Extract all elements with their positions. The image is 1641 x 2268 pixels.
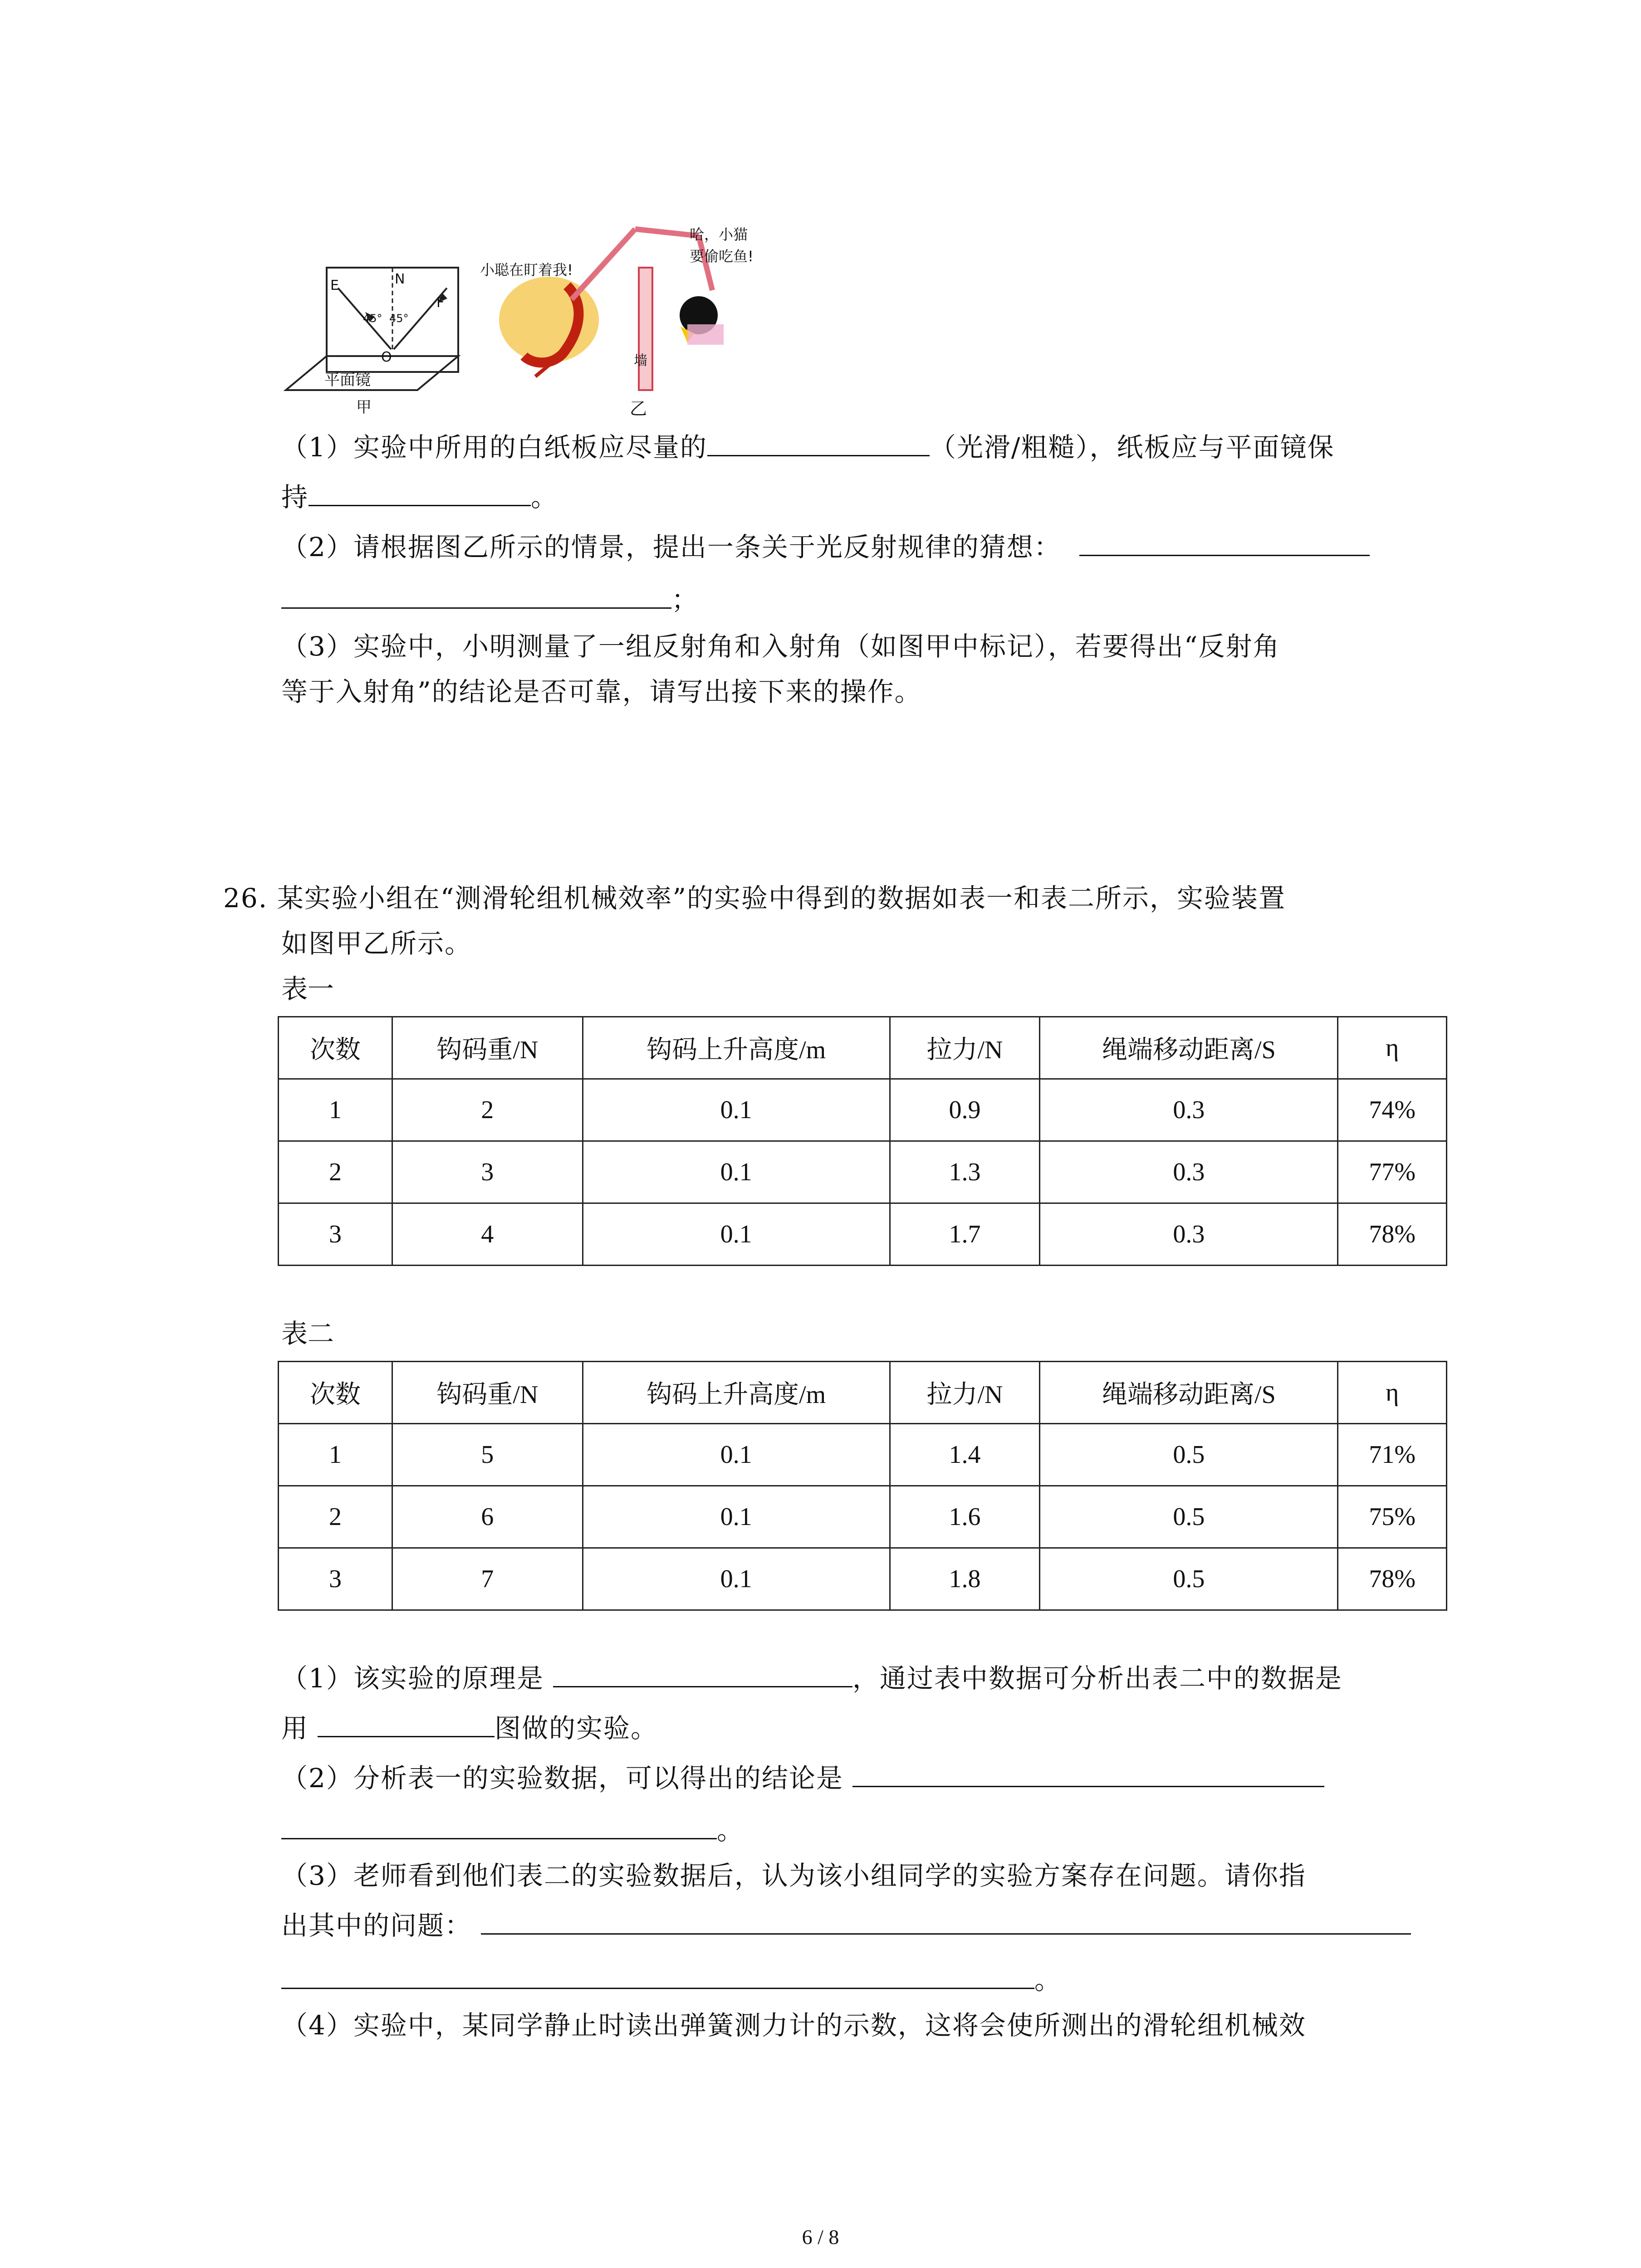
- q26-p1-text-c: 用: [281, 1713, 309, 1744]
- q25-part3-line1: （3）实验中，小明测量了一组反射角和入射角（如图甲中标记），若要得出“反射角: [281, 631, 1280, 662]
- q25-part2-line2: [281, 582, 699, 618]
- cell: 1.6: [890, 1486, 1040, 1548]
- q25-p1-text-b: （光滑/粗糙），纸板应与平面镜保: [929, 432, 1335, 463]
- cell: 74%: [1338, 1079, 1447, 1141]
- label-f: F: [436, 295, 445, 311]
- header-count: 次数: [279, 1362, 392, 1424]
- q26-p1-blank-1[interactable]: [553, 1661, 852, 1687]
- q25-p1-blank-1[interactable]: [707, 430, 930, 456]
- cell: 0.5: [1040, 1486, 1338, 1548]
- label-n: N: [395, 271, 405, 287]
- q26-part2-line2: [281, 1812, 744, 1848]
- cell: 0.1: [583, 1203, 890, 1266]
- figure-yi-caption: 乙: [630, 399, 647, 419]
- header-efficiency: η: [1338, 1017, 1447, 1079]
- cell: 78%: [1338, 1548, 1447, 1610]
- cell: 1.8: [890, 1548, 1040, 1610]
- header-count: 次数: [279, 1017, 392, 1079]
- table-1: [278, 1016, 1447, 1266]
- q26-p3-blank-2[interactable]: [281, 1962, 1034, 1989]
- speech-right-2: 要偷吃鱼!: [690, 248, 754, 265]
- q26-p1-blank-2[interactable]: [318, 1711, 495, 1737]
- table-2: [278, 1361, 1447, 1611]
- cell: 71%: [1338, 1424, 1447, 1486]
- cell: 5: [392, 1424, 583, 1486]
- header-efficiency: η: [1338, 1362, 1447, 1424]
- q26-intro-line2: 如图甲乙所示。: [281, 928, 472, 959]
- q26-part1-line1: [281, 1660, 1342, 1696]
- q26-p2-blank-1[interactable]: [852, 1760, 1324, 1787]
- cell: 2: [279, 1141, 392, 1203]
- cell: 7: [392, 1548, 583, 1610]
- q26-p1-text-a: （1）该实验的原理是: [281, 1663, 544, 1694]
- table1-title: 表一: [281, 973, 334, 1004]
- header-height: 钩码上升高度/m: [583, 1017, 890, 1079]
- q25-p1-blank-2[interactable]: [309, 479, 531, 506]
- q25-p2-blank-1[interactable]: [1079, 529, 1370, 556]
- cell: 0.1: [583, 1079, 890, 1141]
- q26-part3-line1: （3）老师看到他们表二的实验数据后，认为该小组同学的实验方案存在问题。请你指: [281, 1860, 1306, 1891]
- q26-p3-text-b: 出其中的问题：: [281, 1910, 472, 1941]
- wall-label: 墙: [634, 353, 647, 369]
- q25-p1-text-c: 持: [281, 482, 309, 513]
- angle-left: 45°: [363, 312, 382, 325]
- cell: 1: [279, 1424, 392, 1486]
- wall: [639, 268, 652, 390]
- q26-p2-text-a: （2）分析表一的实验数据，可以得出的结论是: [281, 1763, 843, 1794]
- q25-p2-text-b: ；: [671, 584, 699, 615]
- figure-jia-caption: 甲: [356, 398, 372, 416]
- q25-part1-line1: [281, 429, 1334, 465]
- cell: 0.1: [583, 1424, 890, 1486]
- cell: 1.7: [890, 1203, 1040, 1266]
- cell: 78%: [1338, 1203, 1447, 1266]
- table2-title: 表二: [281, 1318, 334, 1349]
- cell: 0.3: [1040, 1141, 1338, 1203]
- cell: 0.3: [1040, 1203, 1338, 1266]
- table-1-header-row: [279, 1017, 1447, 1079]
- cell: 0.1: [583, 1548, 890, 1610]
- header-distance: 绳端移动距离/S: [1040, 1362, 1338, 1424]
- q26-p1-text-b: ，通过表中数据可分析出表二中的数据是: [852, 1663, 1342, 1694]
- cell: 77%: [1338, 1141, 1447, 1203]
- cell: 0.9: [890, 1079, 1040, 1141]
- q25-p1-text-d: 。: [531, 482, 558, 513]
- table-row: [279, 1203, 1447, 1266]
- table-row: [279, 1141, 1447, 1203]
- cell: 2: [392, 1079, 583, 1141]
- table-2-header-row: [279, 1362, 1447, 1424]
- cell: 0.5: [1040, 1548, 1338, 1610]
- q26-p2-text-b: 。: [717, 1815, 745, 1846]
- cell: 75%: [1338, 1486, 1447, 1548]
- table-row: [279, 1548, 1447, 1610]
- cell: 3: [392, 1141, 583, 1203]
- header-height: 钩码上升高度/m: [583, 1362, 890, 1424]
- q26-number: 26.: [223, 883, 268, 914]
- mirror-label: 平面镜: [324, 371, 371, 389]
- q26-part2-line1: [281, 1760, 1324, 1796]
- cell: 1.4: [890, 1424, 1040, 1486]
- cell: 4: [392, 1203, 583, 1266]
- q26-part3-line3: [281, 1962, 1062, 1998]
- cell: 0.5: [1040, 1424, 1338, 1486]
- header-weight: 钩码重/N: [392, 1017, 583, 1079]
- q25-part1-line2: [281, 479, 558, 515]
- q26-p1-text-d: 图做的实验。: [495, 1713, 658, 1744]
- cell: 2: [279, 1486, 392, 1548]
- mirror-plane: [286, 356, 458, 390]
- header-pull: 拉力/N: [890, 1017, 1040, 1079]
- q26-part3-line2: [281, 1907, 1411, 1944]
- cell: 3: [279, 1548, 392, 1610]
- q26-p3-text-c: 。: [1034, 1965, 1062, 1995]
- q25-p1-text-a: （1）实验中所用的白纸板应尽量的: [281, 432, 707, 463]
- figure-jia: [277, 254, 467, 426]
- cell: 1: [279, 1079, 392, 1141]
- q26-p3-blank-1[interactable]: [481, 1908, 1411, 1935]
- table-row: [279, 1079, 1447, 1141]
- speech-left: 小聪在盯着我!: [480, 261, 573, 279]
- table-row: [279, 1486, 1447, 1548]
- q26-p2-blank-2[interactable]: [281, 1813, 717, 1839]
- angle-right: 45°: [389, 312, 409, 325]
- cell: 0.1: [583, 1486, 890, 1548]
- header-pull: 拉力/N: [890, 1362, 1040, 1424]
- header-distance: 绳端移动距离/S: [1040, 1017, 1338, 1079]
- cell: 3: [279, 1203, 392, 1266]
- header-weight: 钩码重/N: [392, 1362, 583, 1424]
- page-number: 6 / 8: [802, 2225, 839, 2248]
- q26-part4-line1: （4）实验中，某同学静止时读出弹簧测力计的示数，这将会使所测出的滑轮组机械效: [281, 2010, 1306, 2041]
- speech-right-1: 哈，小猫: [690, 226, 748, 243]
- table-row: [279, 1424, 1447, 1486]
- q25-part3-line2: 等于入射角”的结论是否可靠，请写出接下来的操作。: [281, 676, 922, 707]
- label-o: O: [381, 349, 392, 365]
- cell: 6: [392, 1486, 583, 1548]
- label-e: E: [330, 278, 339, 293]
- light-path-a: [572, 229, 635, 299]
- q26-intro-line1: [223, 880, 1286, 916]
- q25-part2-line1: [281, 529, 1370, 565]
- cell: 0.1: [583, 1141, 890, 1203]
- q26-intro-a: 某实验小组在“测滑轮组机械效率”的实验中得到的数据如表一和表二所示，实验装置: [277, 883, 1286, 914]
- cell: 0.3: [1040, 1079, 1338, 1141]
- q26-part1-line2: [281, 1710, 658, 1746]
- q25-p2-blank-2[interactable]: [281, 582, 671, 609]
- cell: 1.3: [890, 1141, 1040, 1203]
- q25-p2-text-a: （2）请根据图乙所示的情景，提出一条关于光反射规律的猜想：: [281, 532, 1061, 562]
